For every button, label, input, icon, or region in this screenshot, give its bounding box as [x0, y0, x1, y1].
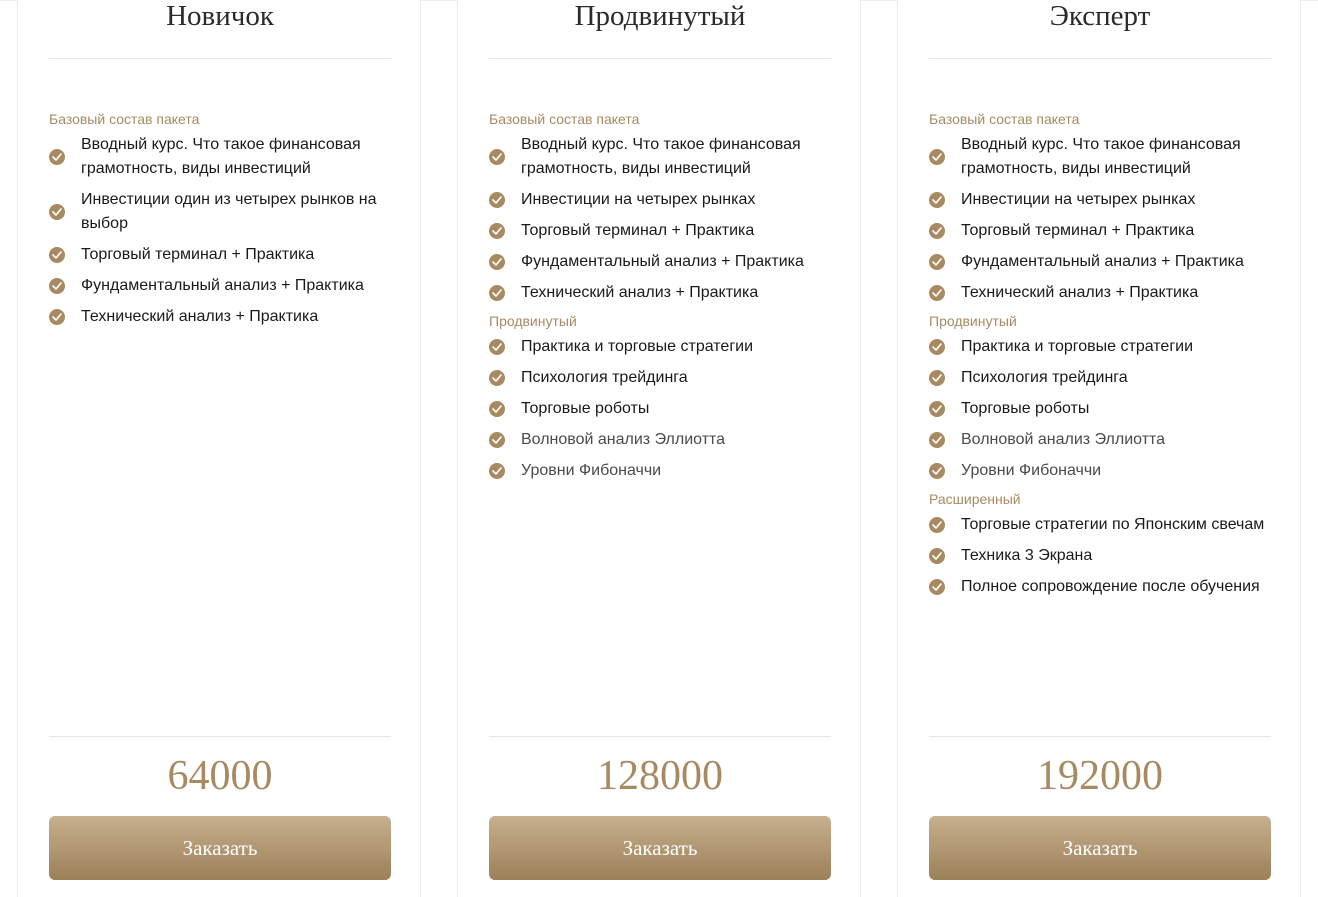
feature-item-text: Вводный курс. Что такое финансовая грамотность, виды инвестиций: [961, 136, 1241, 177]
section-label: Расширенный: [929, 491, 1021, 507]
feature-item-text: Практика и торговые стратегии: [961, 338, 1194, 355]
section-label: Базовый состав пакета: [929, 111, 1080, 127]
feature-item-text: Технический анализ + Практика: [521, 284, 759, 301]
divider: [929, 736, 1271, 737]
section-label: Базовый состав пакета: [49, 111, 200, 127]
feature-group: [929, 491, 1271, 599]
feature-item-text: Фундаментальный анализ + Практика: [521, 253, 804, 270]
feature-item: [489, 397, 831, 421]
check-circle-icon: [489, 401, 505, 417]
check-circle-icon: [929, 285, 945, 301]
feature-item-text: Торговые роботы: [521, 400, 650, 417]
check-circle-icon: [929, 149, 945, 165]
order-button[interactable]: Заказать: [49, 816, 391, 880]
check-circle-icon: [49, 309, 65, 325]
feature-item: [49, 188, 391, 236]
plan-features: [489, 111, 831, 490]
feature-item: [929, 575, 1271, 599]
feature-item: [489, 219, 831, 243]
feature-group: [489, 313, 831, 483]
feature-item: [49, 133, 391, 181]
feature-item: [49, 305, 391, 329]
feature-item-text: Инвестиции на четырех рынках: [521, 191, 756, 208]
divider: [49, 58, 391, 59]
feature-item-text: Вводный курс. Что такое финансовая грамотность, виды инвестиций: [81, 136, 361, 177]
order-button[interactable]: Заказать: [489, 816, 831, 880]
plan-price: 128000: [597, 753, 723, 799]
divider: [489, 736, 831, 737]
order-button[interactable]: Заказать: [929, 816, 1271, 880]
plan-title: Продвинутый: [574, 0, 746, 32]
plan-card-content: [489, 0, 831, 897]
feature-item: [489, 459, 831, 483]
section-label: Продвинутый: [929, 313, 1017, 329]
feature-item-text: Вводный курс. Что такое финансовая грамотность, виды инвестиций: [521, 136, 801, 177]
feature-group: [49, 111, 391, 329]
feature-item-text: Торговый терминал + Практика: [521, 222, 755, 239]
divider: [49, 736, 391, 737]
feature-item: [929, 219, 1271, 243]
check-circle-icon: [929, 401, 945, 417]
check-circle-icon: [929, 517, 945, 533]
check-circle-icon: [49, 278, 65, 294]
check-circle-icon: [489, 339, 505, 355]
check-circle-icon: [489, 370, 505, 386]
check-circle-icon: [929, 579, 945, 595]
feature-item: [929, 281, 1271, 305]
feature-group: [929, 313, 1271, 483]
check-circle-icon: [929, 370, 945, 386]
feature-item: [489, 281, 831, 305]
check-circle-icon: [489, 254, 505, 270]
check-circle-icon: [929, 463, 945, 479]
feature-item-text: Торговые роботы: [961, 400, 1090, 417]
feature-item: [489, 335, 831, 359]
feature-item: [929, 335, 1271, 359]
plan-title: Эксперт: [1049, 0, 1151, 32]
feature-item-text: Полное сопровождение после обучения: [961, 578, 1260, 595]
plan-price: 192000: [1037, 753, 1163, 799]
feature-item: [489, 366, 831, 390]
feature-item-text: Технический анализ + Практика: [81, 308, 319, 325]
feature-item: [49, 274, 391, 298]
check-circle-icon: [929, 339, 945, 355]
plan-card-expert: [897, 0, 1301, 897]
feature-item: [489, 250, 831, 274]
feature-item-text: Технический анализ + Практика: [961, 284, 1199, 301]
plan-title: Новичок: [166, 0, 274, 32]
feature-item-text: Фундаментальный анализ + Практика: [961, 253, 1244, 270]
feature-group: [489, 111, 831, 305]
plan-features: [929, 111, 1271, 606]
feature-item-text: Торговый терминал + Практика: [81, 246, 315, 263]
feature-item-text: Психология трейдинга: [521, 369, 688, 386]
feature-item: [49, 243, 391, 267]
section-label: Продвинутый: [489, 313, 577, 329]
feature-item-text: Инвестиции один из четырех рынков на выбор: [81, 191, 377, 232]
check-circle-icon: [929, 192, 945, 208]
feature-item-text: Уровни Фибоначчи: [521, 462, 662, 479]
section-label: Базовый состав пакета: [489, 111, 640, 127]
feature-item-text: Техника 3 Экрана: [961, 547, 1093, 564]
feature-item: [929, 133, 1271, 181]
feature-item: [489, 133, 831, 181]
feature-item: [929, 459, 1271, 483]
check-circle-icon: [489, 149, 505, 165]
feature-item: [489, 188, 831, 212]
plan-card-content: [49, 0, 391, 897]
check-circle-icon: [489, 285, 505, 301]
feature-item-text: Инвестиции на четырех рынках: [961, 191, 1196, 208]
feature-item: [929, 366, 1271, 390]
divider: [929, 58, 1271, 59]
feature-item-text: Уровни Фибоначчи: [961, 462, 1102, 479]
check-circle-icon: [929, 223, 945, 239]
feature-item-text: Психология трейдинга: [961, 369, 1128, 386]
feature-item: [929, 397, 1271, 421]
plan-price: 64000: [167, 753, 273, 799]
feature-item-text: Торговые стратегии по Японским свечам: [961, 516, 1265, 533]
check-circle-icon: [489, 192, 505, 208]
check-circle-icon: [489, 463, 505, 479]
feature-item-text: Торговый терминал + Практика: [961, 222, 1195, 239]
check-circle-icon: [929, 432, 945, 448]
check-circle-icon: [489, 223, 505, 239]
divider: [489, 58, 831, 59]
check-circle-icon: [929, 548, 945, 564]
plan-card-novice: [17, 0, 421, 897]
feature-item: [929, 513, 1271, 537]
plan-card-content: [929, 0, 1271, 897]
check-circle-icon: [489, 432, 505, 448]
feature-item-text: Фундаментальный анализ + Практика: [81, 277, 364, 294]
feature-group: [929, 111, 1271, 305]
feature-item: [929, 428, 1271, 452]
check-circle-icon: [49, 149, 65, 165]
feature-item-text: Волновой анализ Эллиотта: [521, 431, 726, 448]
feature-item: [929, 250, 1271, 274]
check-circle-icon: [929, 254, 945, 270]
check-circle-icon: [49, 247, 65, 263]
feature-item-text: Практика и торговые стратегии: [521, 338, 754, 355]
feature-item-text: Волновой анализ Эллиотта: [961, 431, 1166, 448]
plan-features: [49, 111, 391, 336]
plan-card-advanced: [457, 0, 861, 897]
feature-item: [929, 544, 1271, 568]
feature-item: [489, 428, 831, 452]
feature-item: [929, 188, 1271, 212]
check-circle-icon: [49, 204, 65, 220]
